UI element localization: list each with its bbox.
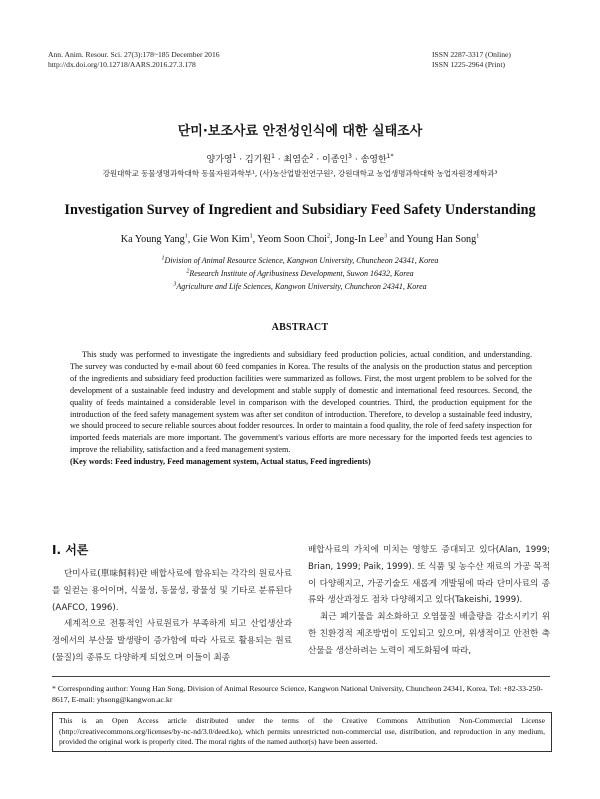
journal-line: Ann. Anim. Resour. Sci. 27(3):178~185 December 2016: [48, 50, 220, 59]
issn-block: [432, 50, 511, 70]
body-paragraph: 단미사료(單味飼料)란 배합사료에 함유되는 각각의 원료사료를 일컫는 용어이며, 식물성, 동물성, 광물성 및 기타로 분류된다(AAFCO, 1996).: [52, 569, 292, 613]
affiliation-item: $^1$Division of Animal Resource Science, Kangwon University, Chuncheon 24341, Korea: [161, 255, 439, 265]
korean-author: 송영한$^{1*}$: [360, 153, 394, 165]
keywords: (Key words: Feed industry, Feed management system, Actual status, Feed ingredients): [70, 457, 371, 467]
korean-author: 이종인$^3$: [322, 153, 352, 165]
issn-print: ISSN 1225-2964 (Print): [432, 60, 505, 69]
body-paragraph: 최근 폐기물을 최소화하고 오염물질 배출량을 감소시키기 위한 친환경적 제조방법이 도입되고 있으며, 위생적이고 안전한 축산물을 생산하려는 노력이 제도화됨에 따라,: [308, 612, 550, 656]
open-access-license-box: This is an Open Access article distributed under the terms of the Creative Commons Attribution Non-Commercial License (http://creativecommons.org/licenses/by-nc-nd/3.0/deed.ko), which permits unrestricted non-commercial use, distribution, and reproduction in any medium, provided the original work is properly cited. The moral rights of the named author(s) have been asserted.: [52, 712, 552, 752]
journal-citation: [48, 50, 220, 70]
english-title: Investigation Survey of Ingredient and Subsidiary Feed Safety Understanding: [64, 202, 536, 218]
body-paragraph: 세계적으로 전통적인 사료원료가 부족하게 되고 산업생산과정에서의 부산물 발생량이 증가함에 따라 사료로 활용되는 원료(물질)의 종류도 다양하게 되었으며 이들이 최종: [52, 619, 292, 663]
body-paragraph: 배합사료의 가치에 미치는 영향도 증대되고 있다(Alan, 1999; Brian, 1999; Paik, 1999). 또 식품 및 농수산 재료의 가공 목적이 다양해지고, 가공기술도 새롭게 개발됨에 따라 단미사료의 종류와 생산과정도 점차 다양해지고 있다(Takeishi, 1999).: [308, 545, 550, 606]
section-heading: I. 서론: [52, 543, 89, 557]
body-column-left: [52, 542, 292, 667]
affiliation-item: $^3$Agriculture and Life Sciences, Kangwon University, Chuncheon 24341, Korea: [173, 281, 427, 291]
english-affiliations: [0, 254, 600, 293]
abstract-block: [70, 349, 532, 468]
doi-line[interactable]: http://dx.doi.org/10.12718/AARS.2016.27.3.178: [48, 60, 196, 69]
body-column-right: [308, 542, 550, 660]
korean-author: 양가영$^1$: [206, 153, 237, 165]
corresponding-author-footnote: * Corresponding author: Young Han Song, Division of Animal Resource Science, Kangwon National University, Chuncheon 24341, Korea. Tel: +82-33-250-8617, E-mail: yhsong@kangwon.ac.kr: [52, 684, 543, 704]
footnote-divider: [52, 676, 550, 677]
korean-title: 단미·보조사료 안전성인식에 대한 실태조사: [177, 124, 423, 139]
english-authors: Ka Young Yang$^1$, Gie Won Kim$^1$, Yeom Soon Choi$^2$, Jong-In Lee$^3$ and Young Han Song$^1$: [120, 233, 480, 245]
korean-affiliations: 강원대학교 동물생명과학대학 동물자원과학부¹, (사)농산업발전연구원², 강원대학교 농업생명과학대학 농업자원경제학과³: [102, 169, 498, 178]
korean-authors: 양가영$^1$ · 김기원$^1$ · 최염순$^2$ · 이종인$^3$ · 송영한$^{1*}$: [206, 153, 394, 165]
affiliation-item: $^2$Research Institute of Agribusiness Development, Suwon 16432, Korea: [186, 268, 414, 278]
issn-online: ISSN 2287-3317 (Online): [432, 50, 511, 59]
abstract-heading: ABSTRACT: [271, 322, 329, 333]
abstract-body: This study was performed to investigate the ingredients and subsidiary feed production policies, actual condition, and understanding. The survey was conducted by e-mail about 60 feed companies in Korea. The results of the analysis on the production status and perception of the ingredients and subsidiary feed production facilities were summarized as follows. First, the most urgent problem to be solved for the development of a sustainable feed industry and development and stable supply of domestic and international feed resources. Second, the quality of feeds maintained a considerable level in comparison with the developed countries. Third, the production equipment for the introduction of the feed safety management system was after set conditon of introduction. Therefore, to develop a sustainable feed industry, we should proceed to secure reliable sources about fodder resources. In order to maintain a food quality, the role of feed safety inspection for imported feeds materials are more important. The government's various efforts are more necessary for the imported feeds test agencies to improve the reliability, satisfaction and a feed management system.: [70, 350, 532, 455]
korean-author: 김기원$^1$: [245, 153, 275, 165]
korean-author: 최염순$^2$: [283, 153, 314, 165]
